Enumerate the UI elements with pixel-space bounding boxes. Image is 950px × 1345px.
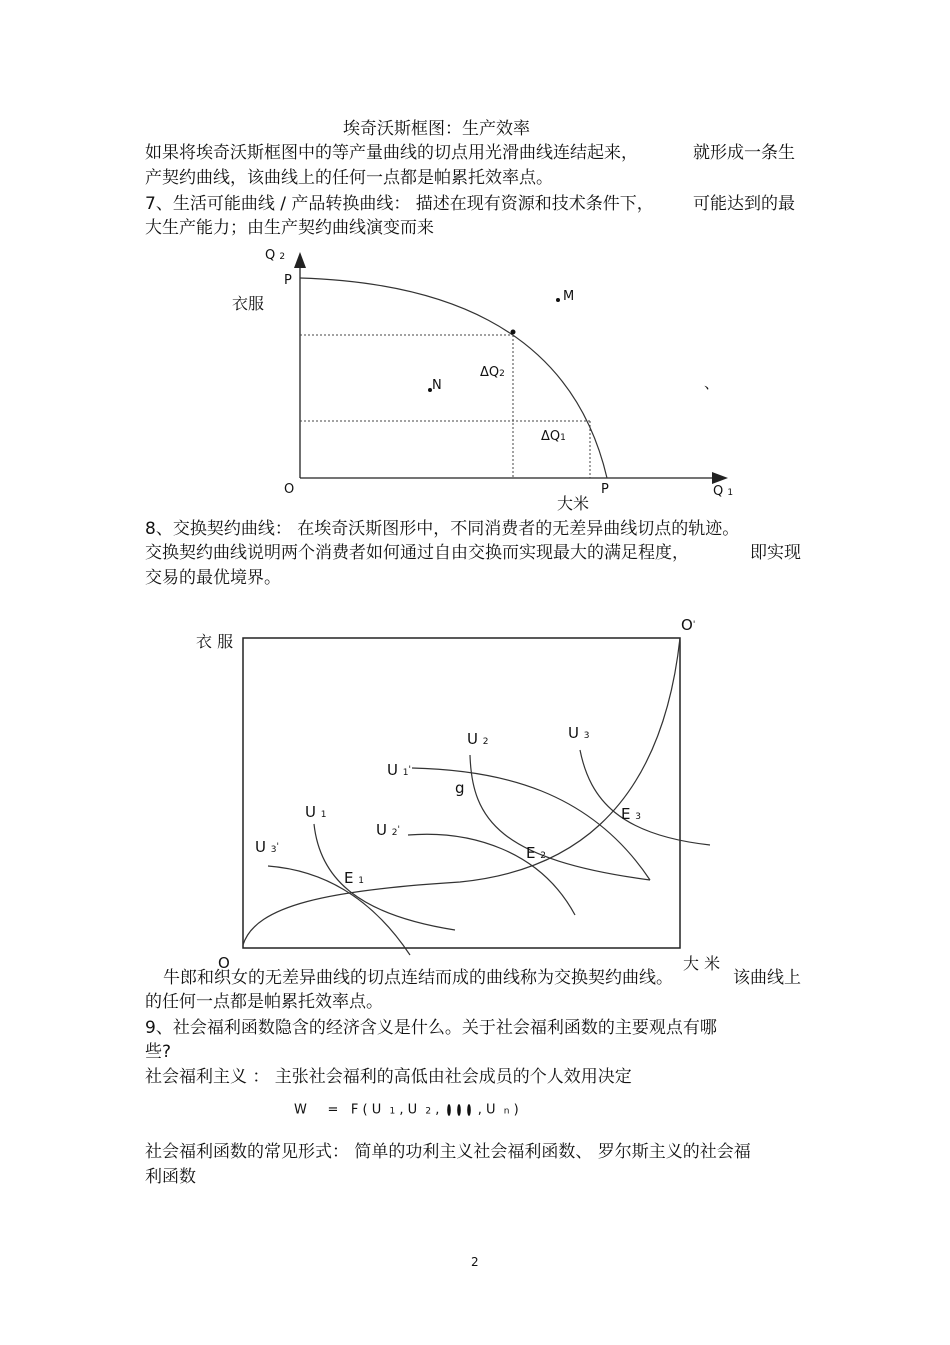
label-e2: E 2 xyxy=(526,844,546,862)
ppf-point-m xyxy=(556,298,560,302)
label-u1-prime: U 1' xyxy=(387,761,411,779)
item-8-line-2: 交换契约曲线说明两个消费者如何通过自由交换而实现最大的满足程度， xyxy=(145,543,689,563)
ppf-p-top-label: P xyxy=(284,273,292,288)
paragraph-2-line-1-end: 该曲线上 xyxy=(733,968,801,988)
box-rice-label: 大 米 xyxy=(683,954,721,973)
label-u3: U 3 xyxy=(568,724,590,742)
item-8-line-2-end: 即实现 xyxy=(750,543,801,563)
welfare-formula: W = F ( U 1 , U 2 , , U n ) xyxy=(294,1102,519,1118)
item-8-line-3: 交易的最优境界。 xyxy=(145,568,281,588)
indifference-curve-u3-prime xyxy=(268,866,410,955)
ppf-y-axis-label: Q 2 xyxy=(265,248,286,263)
label-u1: U 1 xyxy=(305,803,327,821)
ppf-m-label: M xyxy=(563,289,575,304)
item-9-line-1: 9、社会福利函数隐含的经济含义是什么。关于社会福利函数的主要观点有哪 xyxy=(145,1018,717,1038)
paragraph-1-line-1-end: 就形成一条生 xyxy=(693,143,795,163)
item-7-line-1: 7、生活可能曲线 / 产品转换曲线： 描述在现有资源和技术条件下， xyxy=(145,194,654,214)
section-heading: 埃奇沃斯框图：生产效率 xyxy=(343,119,530,139)
ppf-n-label: N xyxy=(432,378,442,393)
ppf-clothing-label: 衣服 xyxy=(232,294,265,313)
label-e3: E 3 xyxy=(621,805,641,823)
ppf-delta-q2-label: ΔQ2 xyxy=(480,365,505,380)
label-u2-prime: U 2' xyxy=(376,821,400,839)
common-forms-line-1: 社会福利函数的常见形式： 简单的功利主义社会福利函数、 罗尔斯主义的社会福 xyxy=(145,1142,751,1162)
box-origin-2-label: O' xyxy=(681,616,696,634)
item-9-line-2: 些? xyxy=(145,1042,172,1062)
box-clothing-label: 衣 服 xyxy=(196,632,234,651)
stray-mark: 、 xyxy=(704,374,720,392)
ppf-origin-label: O xyxy=(284,482,295,497)
common-forms-line-2: 利函数 xyxy=(145,1167,196,1187)
ppf-tangent-point xyxy=(511,330,516,335)
label-u3-prime: U 3' xyxy=(255,838,279,856)
item-7-line-1-end: 可能达到的最 xyxy=(693,194,795,214)
indifference-curve-u3 xyxy=(580,750,710,845)
indifference-curve-u2-prime xyxy=(408,834,575,915)
page-number: 2 xyxy=(471,1255,479,1269)
ppf-rice-label: 大米 xyxy=(557,494,590,513)
paragraph-2-line-1: 牛郎和织女的无差异曲线的切点连结而成的曲线称为交换契约曲线。 xyxy=(163,968,673,988)
item-8-line-1: 8、交换契约曲线： 在埃奇沃斯图形中，不同消费者的无差异曲线切点的轨迹。 xyxy=(145,519,740,539)
ppf-delta-q1-label: ΔQ1 xyxy=(541,429,566,444)
label-g: g xyxy=(455,779,465,797)
item-7-line-2: 大生产能力；由生产契约曲线演变而来 xyxy=(145,218,434,238)
ppf-p-right-label: P xyxy=(601,482,609,497)
indifference-curve-u1-prime xyxy=(412,768,650,880)
ppf-x-axis-label: Q 1 xyxy=(713,484,734,499)
paragraph-2-line-2: 的任何一点都是帕累托效率点。 xyxy=(145,992,383,1012)
label-e1: E 1 xyxy=(344,869,364,887)
ellipsis-dots-icon xyxy=(444,1102,474,1118)
ppf-frontier-curve xyxy=(300,278,607,478)
paragraph-1-line-1: 如果将埃奇沃斯框图中的等产量曲线的切点用光滑曲线连结起来， xyxy=(145,143,638,163)
ppf-y-arrow xyxy=(294,252,306,268)
box-origin-label: O xyxy=(218,954,230,972)
ppf-x-arrow xyxy=(712,472,728,484)
paragraph-1-line-2: 产契约曲线，该曲线上的任何一点都是帕累托效率点。 xyxy=(145,168,553,188)
welfarism-line: 社会福利主义 ： 主张社会福利的高低由社会成员的个人效用决定 xyxy=(145,1067,632,1087)
label-u2: U 2 xyxy=(467,730,489,748)
